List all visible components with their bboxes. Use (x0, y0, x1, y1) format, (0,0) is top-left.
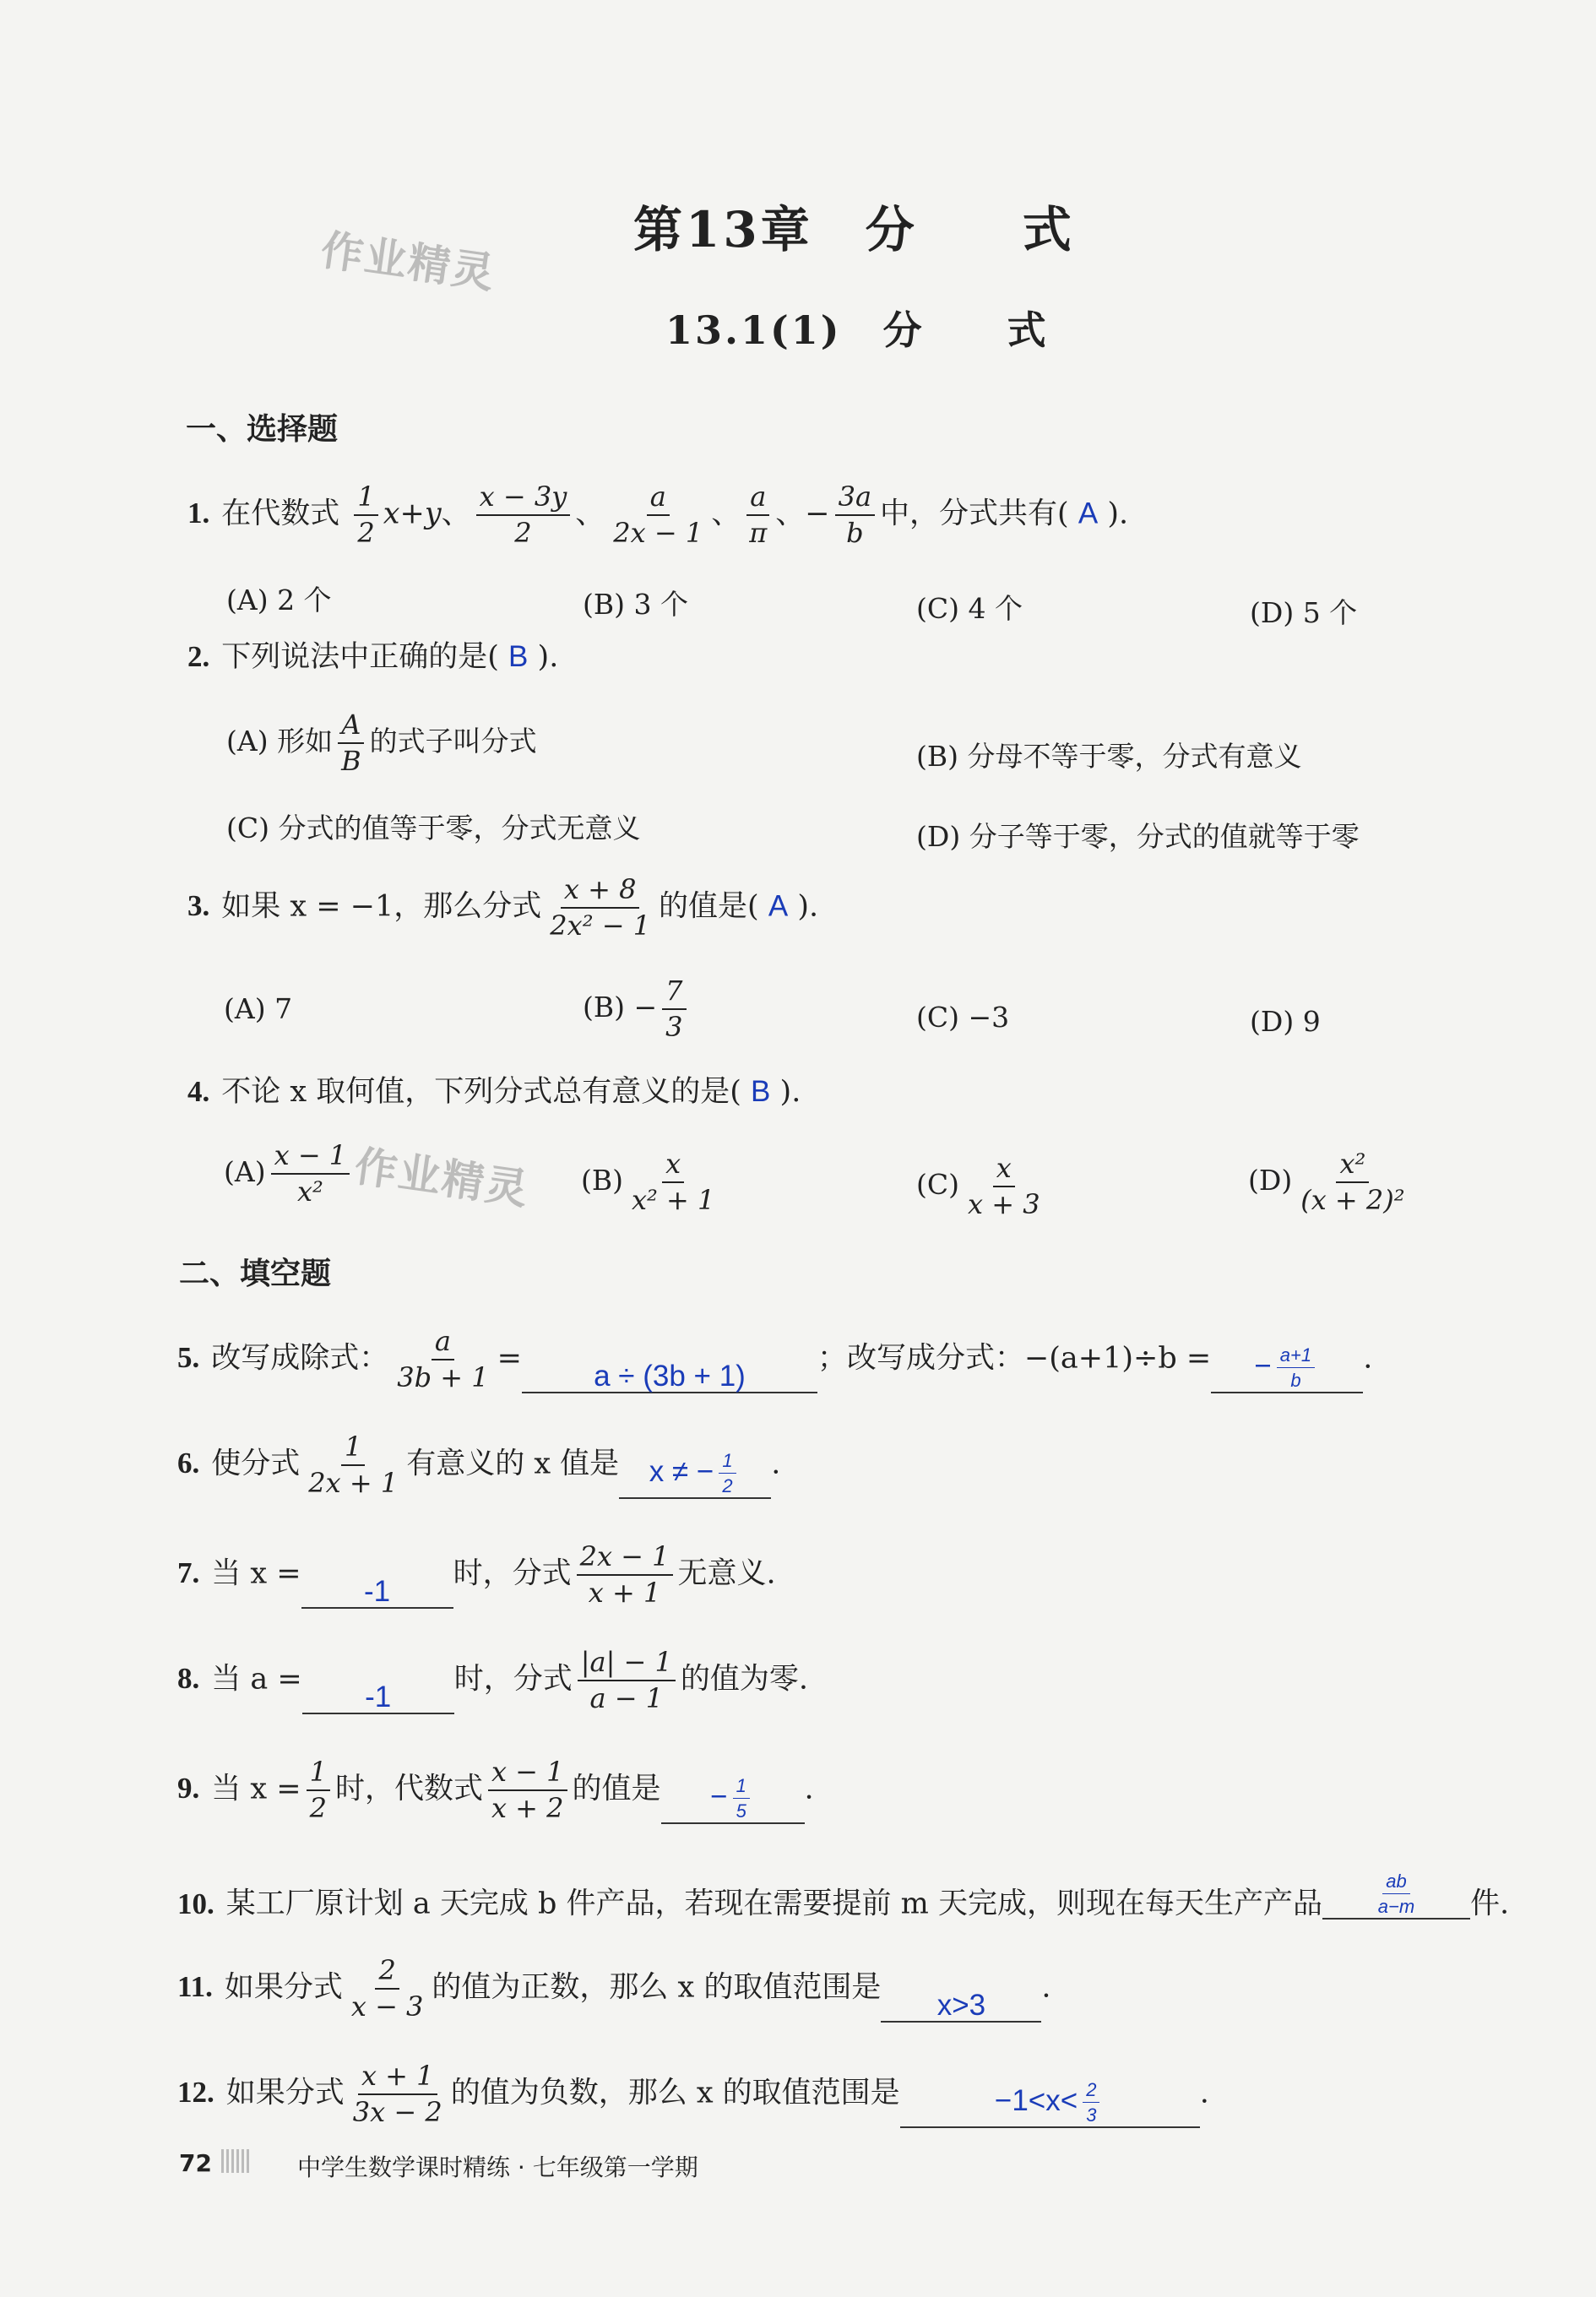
q1-option-b: (B) 3 个 (583, 588, 688, 621)
q4-option-b: (B) $\frac{x}{\text{x² + 1}}$ (581, 1148, 723, 1216)
fraction: $\frac{a}{2x - 1}$ (613, 481, 703, 549)
answer-q8: -1 (365, 1680, 392, 1713)
fraction: $\frac{|a| - 1}{a - 1}$ (578, 1647, 676, 1714)
q3-option-a: (A) 7 (224, 992, 293, 1025)
q4-option-a: (A) $\frac{x - 1}{\text{x²}}$ (224, 1140, 355, 1208)
question-3: 3. 如果 x = −1，那么分式 $\frac{x + 8}{\text{2x² − 1}}$ 的值是( A ). (187, 873, 819, 942)
fraction: $\frac{1}{2x + 1}$ (308, 1431, 399, 1499)
section-heading-choice: 一、选择题 (186, 412, 339, 447)
fraction: $\frac{A}{B}$ (338, 709, 365, 777)
answer-q5-1: a ÷ (3b + 1) (594, 1359, 746, 1393)
q1-option-c: (C) 4 个 (916, 592, 1023, 625)
q1-option-a: (A) 2 个 (226, 584, 332, 616)
fraction: $\frac{1}{2}$ (307, 1757, 330, 1824)
question-5: 5. 改写成除式： $\frac{a}{3b + 1}$ =a ÷ (3b + 1)；改写成分式：−(a+1)÷b = − $\frac{a+1}{b}$ . (177, 1325, 1373, 1393)
q4-option-c: (C) $\frac{x}{x + 3}$ (916, 1153, 1049, 1220)
fraction: $\frac{x - 3y}{2}$ (476, 481, 571, 549)
page-number: 72 (179, 2149, 212, 2177)
fraction: $\frac{a}{\pi}$ (746, 481, 770, 549)
watermark-logo: 作业精灵 (318, 225, 499, 299)
chapter-title: 第13章 分 式 (633, 201, 1075, 258)
answer-q3: A (768, 889, 789, 923)
answer-q7: -1 (364, 1574, 391, 1608)
fraction: $\frac{a}{3b + 1}$ (397, 1325, 489, 1393)
answer-q5-2: − $\frac{a+1}{b}$ (1254, 1349, 1320, 1382)
fraction: $\frac{1}{2}$ (354, 481, 377, 549)
question-10: 10. 某工厂原计划 a 天完成 b 件产品，若现在需要提前 m 天完成，则现在每天生产产品 $\frac{ab}{a-m}$ 件. (177, 1871, 1510, 1921)
section-title: 13.1(1) 分 式 (665, 307, 1049, 353)
section-heading-fill: 二、填空题 (179, 1257, 332, 1291)
answer-q12: −1<x< $\frac{2}{3}$ (995, 2084, 1105, 2117)
question-11: 11. 如果分式 $\frac{2}{x - 3}$ 的值为正数，那么 x 的取值范围是x>3. (177, 1954, 1051, 2023)
answer-q11: x>3 (936, 1988, 986, 2022)
question-8: 8. 当 a =-1时，分式 $\frac{|a| - 1}{a - 1}$ 的值为零. (177, 1646, 809, 1714)
fraction: $\frac{2}{x - 3}$ (350, 1954, 424, 2023)
fraction: $\frac{3a}{b}$ (835, 481, 875, 549)
question-7: 7. 当 x =-1时，分式 $\frac{2x - 1}{x + 1}$ 无意义. (177, 1540, 776, 1609)
q4-option-d: (D) $\frac{\text{x²}}{\text{(x + 2)²}}$ (1248, 1148, 1414, 1216)
question-2: 2. 下列说法中正确的是( B ). (187, 640, 559, 674)
question-1: 1. 在代数式 $\frac{1}{2}$ x+y、 $\frac{x - 3y}{2}$ 、 $\frac{a}{2x - 1}$ 、 $\frac{a}{\pi}$ 、− $\frac{3a}{b}$ 中，分式共有( A ). (187, 481, 1129, 549)
fraction: $\frac{x + 1}{3x - 2}$ (352, 2060, 442, 2128)
barcode-icon (221, 2149, 252, 2173)
question-12: 12. 如果分式 $\frac{x + 1}{3x - 2}$ 的值为负数，那么 x 的取值范围是 −1<x< $\frac{2}{3}$ . (177, 2060, 1209, 2128)
question-6: 6. 使分式 $\frac{1}{2x + 1}$ 有意义的 x 值是 x ≠ − $\frac{1}{2}$ . (177, 1431, 781, 1499)
answer-q1: A (1078, 497, 1099, 530)
fraction: $\frac{\text{x²}}{\text{(x + 2)²}}$ (1300, 1148, 1405, 1216)
fraction: $\frac{x - 1}{x + 2}$ (488, 1757, 567, 1824)
q3-option-c: (C) −3 (916, 1001, 1010, 1034)
book-title: 中学生数学课时精练 · 七年级第一学期 (297, 2153, 698, 2181)
fraction: $\frac{x - 1}{\text{x²}}$ (271, 1140, 350, 1208)
fraction: $\frac{x + 8}{\text{2x² − 1}}$ (550, 873, 651, 942)
answer-q6: x ≠ − $\frac{1}{2}$ (649, 1455, 741, 1488)
fraction: $\frac{x}{x + 3}$ (968, 1152, 1040, 1220)
answer-q10: $\frac{ab}{a-m}$ (1377, 1871, 1415, 1918)
question-9: 9. 当 x = $\frac{1}{2}$ 时，代数式 $\frac{x - 1}{x + 2}$ 的值是 − $\frac{1}{5}$ . (177, 1756, 814, 1824)
q3-option-b: (B) − $\frac{7}{3}$ (583, 975, 692, 1043)
fraction: $\frac{7}{3}$ (662, 975, 686, 1043)
q2-option-a: (A) 形如 $\frac{A}{B}$ 的式子叫分式 (226, 709, 537, 777)
question-4: 4. 不论 x 取何值，下列分式总有意义的是( B ). (187, 1075, 801, 1109)
answer-q2: B (508, 640, 529, 673)
q3-option-d: (D) 9 (1250, 1005, 1321, 1038)
fraction: $\frac{x}{\text{x² + 1}}$ (632, 1148, 715, 1216)
answer-q9: − $\frac{1}{5}$ (710, 1780, 755, 1813)
watermark-logo: 作业精灵 (351, 1141, 533, 1215)
fraction: $\frac{2x - 1}{x + 1}$ (577, 1541, 673, 1609)
q2-option-b: (B) 分母不等于零，分式有意义 (916, 740, 1302, 773)
q2-option-c: (C) 分式的值等于零，分式无意义 (226, 812, 641, 844)
q2-option-d: (D) 分子等于零，分式的值就等于零 (916, 820, 1360, 853)
q1-option-d: (D) 5 个 (1250, 596, 1358, 629)
answer-q4: B (751, 1075, 771, 1108)
